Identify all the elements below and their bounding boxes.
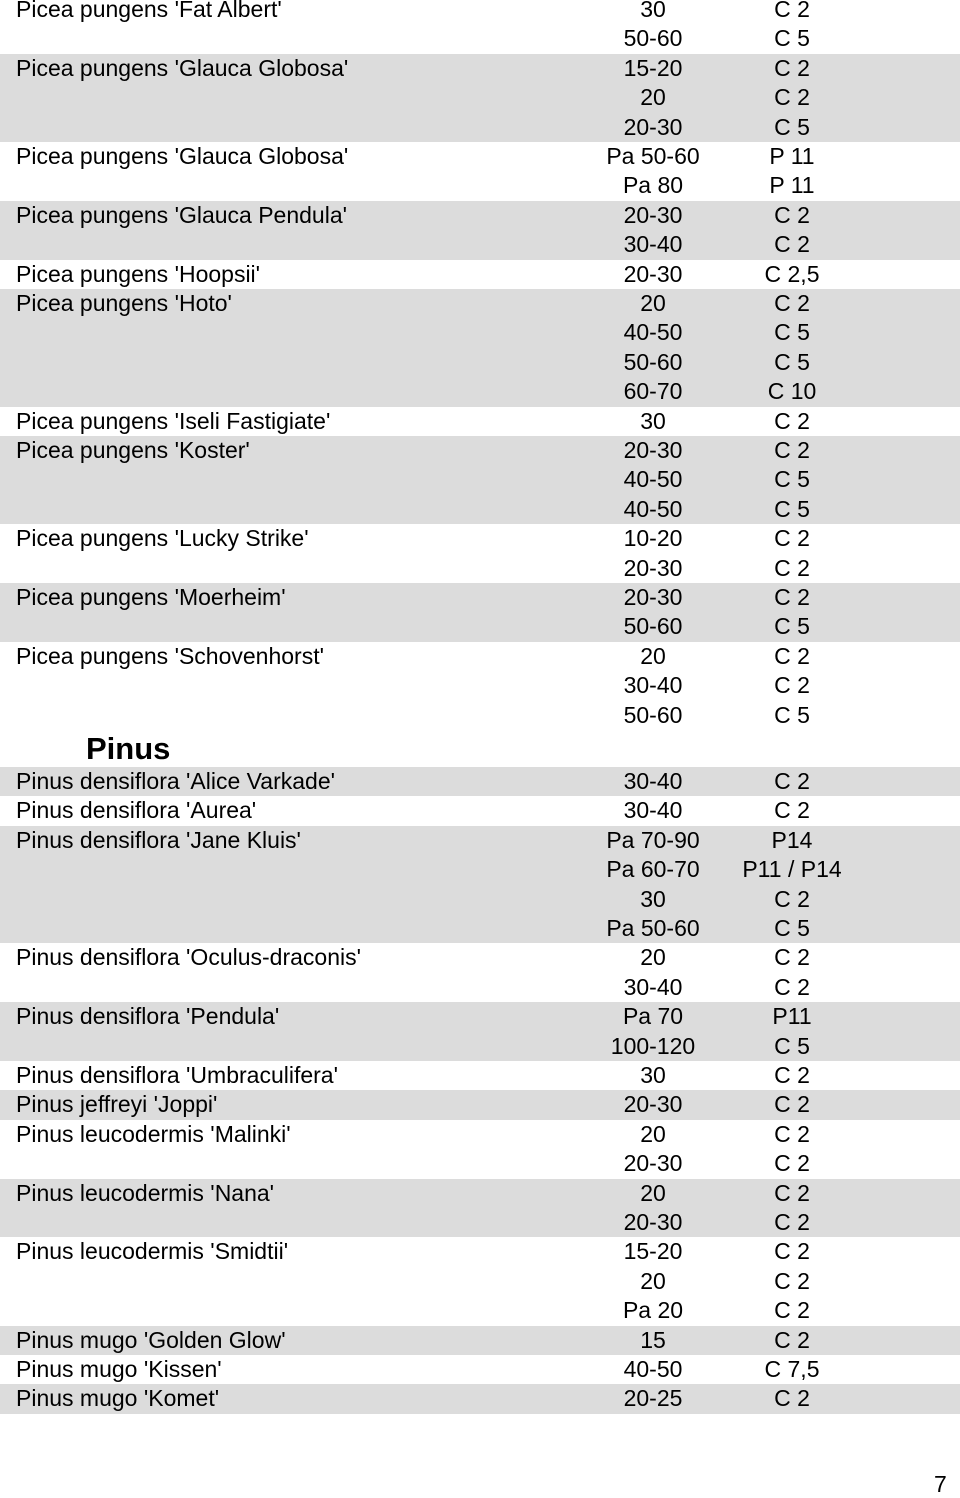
plant-size-value: 30-40: [623, 797, 683, 824]
pot-size-value: C 2: [774, 437, 810, 463]
plant-size-value: Pa 70: [622, 1003, 684, 1030]
table-row: [0, 171, 960, 200]
table-row: [0, 855, 960, 884]
pot-size-value: C 5: [774, 113, 810, 140]
pot-size-value: C 2: [774, 290, 810, 316]
table-row: [0, 826, 960, 855]
plant-size-value: 60-70: [623, 378, 683, 405]
pot-size-value: C 5: [774, 466, 810, 493]
table-row: [0, 201, 960, 230]
pot-size-value: C 2: [774, 525, 810, 552]
plant-size-value: 20-30: [623, 1150, 683, 1177]
table-row: [0, 436, 960, 465]
table-row: [0, 701, 960, 730]
table-row: [0, 885, 960, 914]
pot-size-value: C 2: [774, 1238, 810, 1265]
plant-name: Pinus densiflora 'Jane Kluis': [16, 826, 301, 853]
plant-name: Pinus densiflora 'Alice Varkade': [16, 768, 336, 794]
pot-size-value: C 2: [774, 1179, 810, 1206]
plant-size-value: 20: [640, 1120, 666, 1147]
plant-size-value: 30-40: [623, 768, 683, 794]
pot-size-value: C 2: [774, 797, 810, 824]
plant-size-value: 40-50: [623, 319, 683, 346]
plant-name: Pinus leucodermis 'Nana': [16, 1179, 275, 1206]
plant-size-value: 20: [640, 944, 666, 971]
plant-size-value: 50-60: [623, 25, 683, 52]
pot-size-value: C 5: [774, 915, 810, 941]
pot-size-value: C 2: [774, 1091, 810, 1118]
pot-size-value: C 2: [774, 84, 810, 111]
plant-name: Pinus densiflora 'Umbraculifera': [16, 1062, 338, 1088]
plant-size-value: 20-25: [623, 1385, 683, 1412]
plant-name: Pinus leucodermis 'Smidtii': [16, 1238, 289, 1265]
plant-size-value: 20: [640, 1267, 666, 1294]
plant-size-value: 20-30: [623, 1209, 683, 1235]
pot-size-value: P11 / P14: [742, 856, 842, 883]
plant-name: Pinus jeffreyi 'Joppi': [16, 1091, 218, 1118]
pot-size-value: C 5: [774, 495, 810, 522]
pot-size-value: C 2: [774, 1062, 810, 1088]
pot-size-value: C 2: [774, 554, 810, 581]
plant-size-value: 20: [640, 1179, 666, 1206]
table-row: [0, 1355, 960, 1384]
table-row: [0, 767, 960, 796]
plant-name: Picea pungens 'Lucky Strike': [16, 525, 309, 552]
plant-name: Pinus densiflora 'Aurea': [16, 797, 257, 824]
table-row: [0, 1179, 960, 1208]
table-row: [0, 1120, 960, 1149]
plant-name: Picea pungens 'Hoopsii': [16, 260, 261, 287]
plant-size-value: Pa 80: [622, 172, 684, 199]
pot-size-value: C 5: [774, 319, 810, 346]
plant-size-value: 30: [640, 0, 666, 22]
plant-size-value: 50-60: [623, 348, 683, 375]
plant-size-value: Pa 50-60: [606, 915, 700, 941]
plant-size-value: 20-30: [623, 113, 683, 140]
plant-size-value: 20: [640, 642, 666, 669]
plant-size-value: 40-50: [623, 495, 683, 522]
table-row: [0, 583, 960, 612]
table-row: [0, 1384, 960, 1413]
plant-size-value: 20: [640, 84, 666, 111]
plant-size-value: 50-60: [623, 613, 683, 640]
pot-size-value: C 2: [774, 584, 810, 610]
plant-name: Picea pungens 'Schovenhorst': [16, 642, 324, 669]
table-row: [0, 524, 960, 553]
table-row: [0, 796, 960, 825]
pot-size-value: C 2: [774, 1297, 810, 1324]
table-row: [0, 289, 960, 318]
plant-name: Picea pungens 'Fat Albert': [16, 0, 282, 22]
plant-name: Picea pungens 'Glauca Globosa': [16, 54, 349, 81]
plant-name: Picea pungens 'Iseli Fastigiate': [16, 407, 331, 434]
table-row: [0, 1296, 960, 1325]
table-row: [0, 1002, 960, 1031]
plant-name: Picea pungens 'Moerheim': [16, 584, 286, 610]
plant-size-value: 15: [640, 1326, 666, 1353]
pot-size-value: C 2: [774, 768, 810, 794]
pot-size-value: C 5: [774, 701, 810, 728]
table-row: [0, 642, 960, 671]
pot-size-value: C 2: [774, 1326, 810, 1353]
plant-size-value: 20-30: [623, 584, 683, 610]
table-row: [0, 554, 960, 583]
plant-name: Picea pungens 'Koster': [16, 437, 250, 463]
plant-size-value: Pa 20: [622, 1297, 684, 1324]
pot-size-value: C 5: [774, 348, 810, 375]
table-row: [0, 973, 960, 1002]
plant-size-value: 10-20: [623, 525, 683, 552]
plant-size-value: Pa 60-70: [606, 856, 700, 883]
pot-size-value: C 2: [774, 54, 810, 81]
table-row: [0, 142, 960, 171]
section-heading-pinus: Pinus: [86, 731, 171, 766]
table-row: [0, 377, 960, 406]
table-row: [0, 612, 960, 641]
table-row: [0, 1061, 960, 1090]
table-row: [0, 1032, 960, 1061]
table-row: [0, 1326, 960, 1355]
table-row: [0, 495, 960, 524]
pot-size-value: C 2: [774, 944, 810, 971]
pot-size-value: C 2: [774, 885, 810, 912]
table-row: [0, 54, 960, 83]
table-row: [0, 1237, 960, 1266]
table-row: [0, 1208, 960, 1237]
table-row: [0, 407, 960, 436]
pot-size-value: C 7,5: [764, 1356, 820, 1382]
plant-size-value: 20-30: [623, 260, 683, 287]
pot-size-value: P14: [771, 826, 813, 853]
page-number: 7: [934, 1471, 947, 1497]
pot-size-value: P 11: [769, 172, 815, 199]
plant-size-value: 30-40: [623, 672, 683, 699]
table-row: [0, 230, 960, 259]
table-row: [0, 1149, 960, 1178]
table-row: [0, 943, 960, 972]
pot-size-value: C 2: [774, 973, 810, 1000]
pot-size-value: P11: [772, 1003, 812, 1030]
plant-size-value: 30-40: [623, 973, 683, 1000]
pot-size-value: C 2: [774, 1150, 810, 1177]
plant-size-value: 40-50: [623, 1356, 683, 1382]
pot-size-value: C 2: [774, 1267, 810, 1294]
plant-size-value: 50-60: [623, 701, 683, 728]
plant-name: Pinus mugo 'Kissen': [16, 1356, 222, 1382]
pot-size-value: C 10: [767, 378, 817, 405]
pot-size-value: C 2: [774, 1209, 810, 1235]
pot-size-value: P 11: [769, 143, 815, 169]
pot-size-value: C 5: [774, 25, 810, 52]
plant-name: Picea pungens 'Hoto': [16, 290, 232, 316]
pot-size-value: C 2: [774, 407, 810, 434]
table-row: [0, 0, 960, 24]
table-row: [0, 260, 960, 289]
plant-size-value: 20-30: [623, 437, 683, 463]
plant-size-value: 20-30: [623, 554, 683, 581]
table-row: [0, 348, 960, 377]
pot-size-value: C 2: [774, 201, 810, 228]
pot-size-value: C 2: [774, 642, 810, 669]
plant-name: Pinus densiflora 'Oculus-draconis': [16, 944, 361, 971]
table-row: [0, 113, 960, 142]
table-row: [0, 1090, 960, 1119]
plant-size-value: 20: [640, 290, 666, 316]
plant-size-value: 100-120: [610, 1032, 696, 1059]
plant-name: Pinus mugo 'Golden Glow': [16, 1326, 286, 1353]
plant-size-value: 40-50: [623, 466, 683, 493]
plant-size-value: 20-30: [623, 1091, 683, 1118]
table-row: [0, 914, 960, 943]
table-row: [0, 83, 960, 112]
table-row: [0, 318, 960, 347]
plant-size-value: 30: [640, 885, 666, 912]
plant-size-value: 30: [640, 407, 666, 434]
plant-size-value: 15-20: [623, 54, 683, 81]
plant-name: Pinus leucodermis 'Malinki': [16, 1120, 291, 1147]
pot-size-value: C 2: [774, 1385, 810, 1412]
pot-size-value: C 2: [774, 231, 810, 258]
plant-name: Pinus mugo 'Komet': [16, 1385, 220, 1412]
plant-size-value: 20-30: [623, 201, 683, 228]
table-row: [0, 1267, 960, 1296]
table-row: [0, 465, 960, 494]
pot-size-value: C 5: [774, 1032, 810, 1059]
plant-name: Pinus densiflora 'Pendula': [16, 1003, 280, 1030]
plant-name: Picea pungens 'Glauca Globosa': [16, 143, 349, 169]
pot-size-value: C 5: [774, 613, 810, 640]
table-row: [0, 24, 960, 53]
pot-size-value: C 2: [774, 1120, 810, 1147]
pot-size-value: C 2,5: [764, 260, 820, 287]
pot-size-value: C 2: [774, 672, 810, 699]
table-row: [0, 671, 960, 700]
plant-size-value: Pa 70-90: [606, 826, 700, 853]
plant-name: Picea pungens 'Glauca Pendula': [16, 201, 348, 228]
plant-size-value: 15-20: [623, 1238, 683, 1265]
pot-size-value: C 2: [774, 0, 810, 22]
plant-size-value: 30-40: [623, 231, 683, 258]
plant-size-value: Pa 50-60: [606, 143, 700, 169]
plant-size-value: 30: [640, 1062, 666, 1088]
